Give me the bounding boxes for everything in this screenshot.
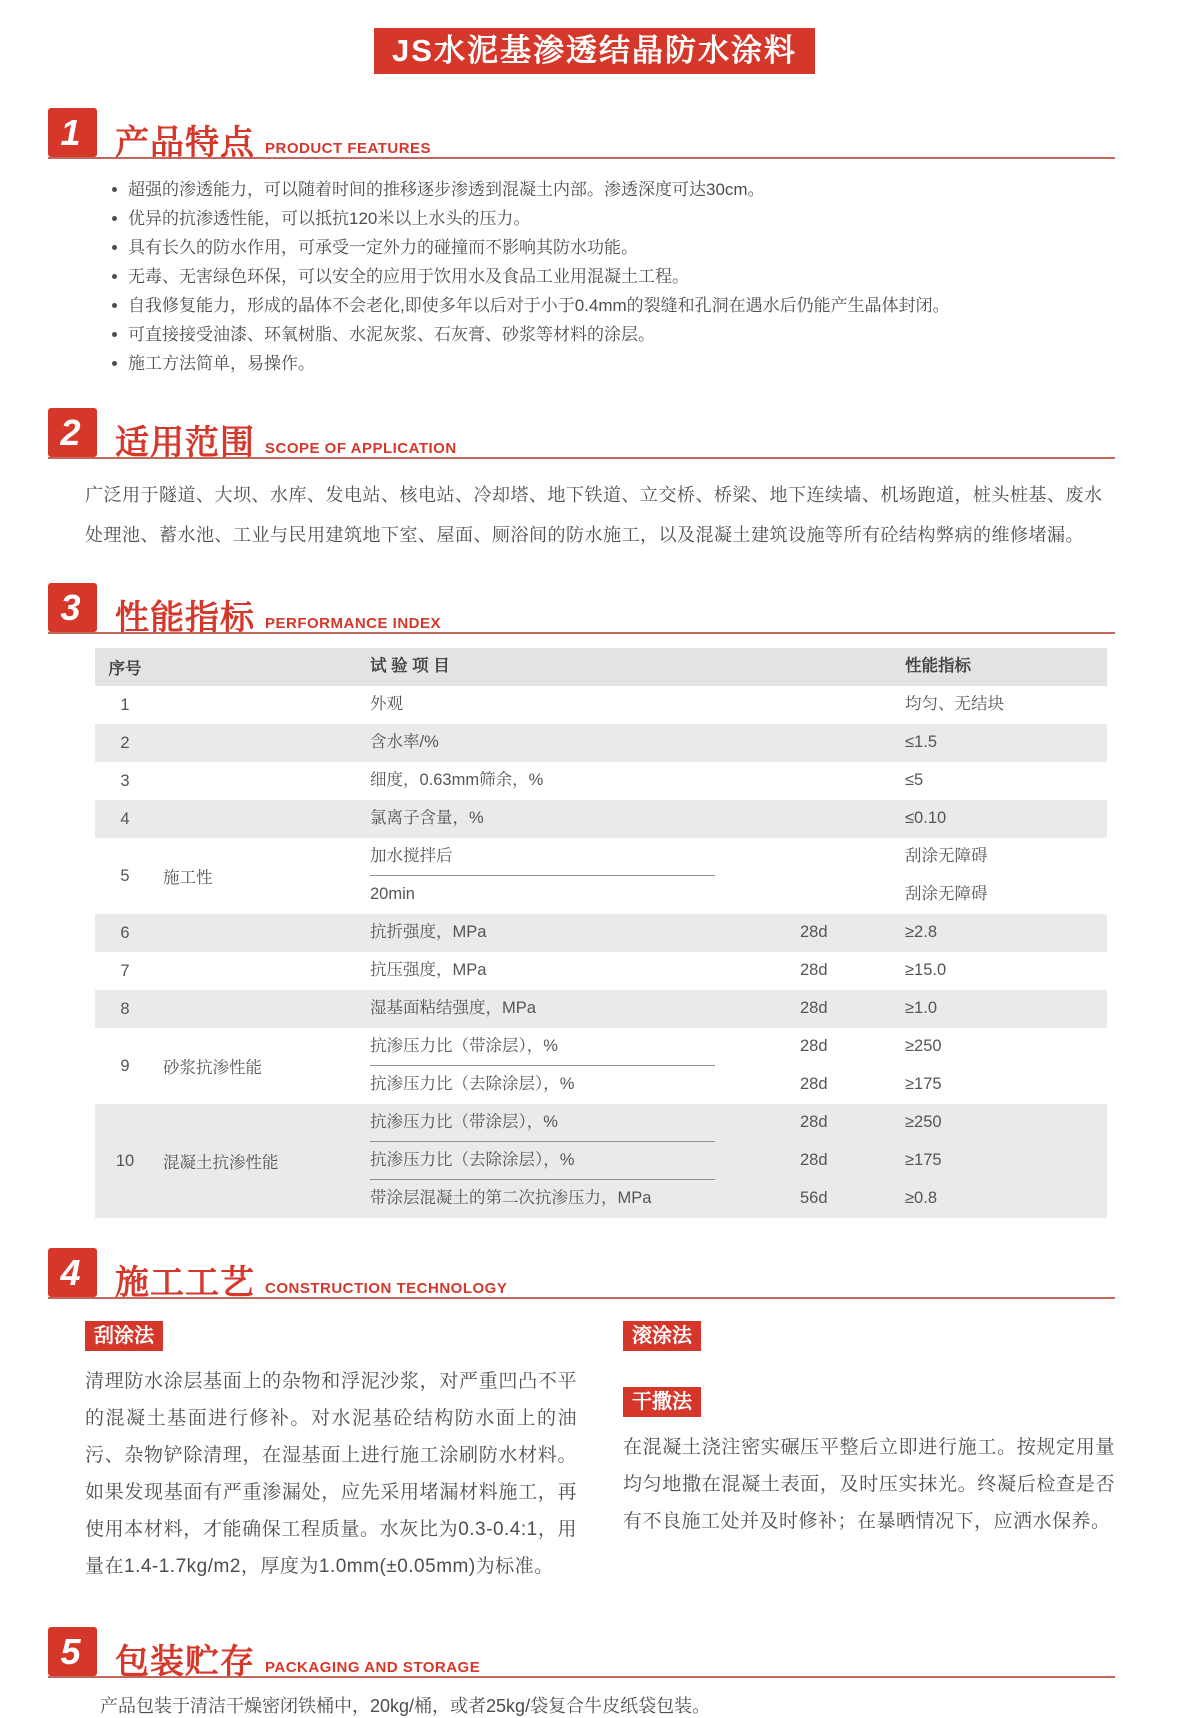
table-subrow (370, 838, 1107, 876)
section-title-en: PERFORMANCE INDEX (265, 615, 442, 633)
row-subrows (370, 838, 1107, 914)
table-subrow (370, 952, 1107, 990)
section-number: 4 (48, 1248, 97, 1297)
table-subrow (370, 724, 1107, 762)
table-subrow (370, 914, 1107, 952)
cell-age: 28d (800, 1113, 828, 1132)
table-subrow (370, 1066, 1107, 1104)
cell-test-item: 抗渗压力比（带涂层），% (370, 1037, 558, 1056)
cell-test-item: 加水搅拌后 (370, 847, 453, 866)
table-subrow (370, 800, 1107, 838)
cell-test-item: 带涂层混凝土的第二次抗渗压力，MPa (370, 1189, 652, 1208)
feature-item: 自我修复能力，形成的晶体不会老化,即使多年以后对于小于0.4mm的裂缝和孔洞在遇水后仍能产生晶体封闭。 (112, 291, 1189, 320)
cell-test-item: 20min (370, 885, 415, 904)
table-header-row (95, 648, 1107, 686)
cell-test-item: 抗渗压力比（去除涂层），% (370, 1075, 575, 1094)
row-subrows (370, 914, 1107, 952)
cell-test-item: 氯离子含量，% (370, 809, 484, 828)
construction-columns (85, 1321, 1115, 1585)
row-no: 7 (120, 961, 130, 980)
cell-test-item: 外观 (370, 695, 403, 714)
section-title-zh: 产品特点 (115, 124, 255, 163)
cell-index: ≥175 (905, 1075, 942, 1094)
cell-test-item: 抗折强度，MPa (370, 923, 487, 942)
row-subrows (370, 990, 1107, 1028)
table-row (95, 724, 1107, 762)
scope-paragraph: 广泛用于隧道、大坝、水库、发电站、核电站、冷却塔、地下铁道、立交桥、桥梁、地下连续墙、机场跑道，桩头桩基、废水处理池、蓄水池、工业与民用建筑地下室、屋面、厕浴间的防水施工，以及混凝土建筑设施等所有砼结构弊病的维修堵漏。 (85, 485, 1103, 546)
feature-item: 具有长久的防水作用，可承受一定外力的碰撞而不影响其防水功能。 (112, 233, 1189, 262)
section-performance (48, 583, 1115, 638)
section-header-features (48, 108, 1115, 163)
row-subrows (370, 1104, 1107, 1218)
table-row (95, 1104, 1107, 1218)
cell-index: 均匀、无结块 (905, 695, 1004, 714)
section-scope (48, 408, 1115, 463)
method-badge-roll: 滚涂法 (623, 1321, 701, 1351)
row-subrows (370, 762, 1107, 800)
construction-left-column (85, 1321, 577, 1585)
row-no: 10 (115, 1151, 135, 1170)
section-header-construction (48, 1248, 1115, 1303)
cell-index: ≥250 (905, 1113, 942, 1132)
table-row (95, 686, 1107, 724)
cell-index: ≤5 (905, 771, 924, 790)
section-number: 5 (48, 1627, 97, 1676)
method-badge-scrape: 刮涂法 (85, 1321, 163, 1351)
table-row (95, 990, 1107, 1028)
product-title-banner: JS水泥基渗透结晶防水涂料 (374, 28, 815, 74)
method-badge-dry-sprinkle: 干撒法 (623, 1387, 701, 1417)
row-subrows (370, 1028, 1107, 1104)
table-row (95, 1028, 1107, 1104)
row-subrows (370, 952, 1107, 990)
row-no: 1 (120, 695, 130, 714)
feature-item: 优异的抗渗透性能，可以抵抗120米以上水头的压力。 (112, 204, 1189, 233)
cell-index: ≥15.0 (905, 961, 947, 980)
table-row (95, 952, 1107, 990)
row-no: 5 (120, 866, 130, 885)
section-number: 3 (48, 583, 97, 632)
header-item: 试 验 项 目 (370, 657, 450, 676)
cell-index: ≤1.5 (905, 733, 937, 752)
method-text-dry-sprinkle: 在混凝土浇注密实碾压平整后立即进行施工。按规定用量均匀地撒在混凝土表面，及时压实抹光。终凝后检查是否有不良施工处并及时修补；在暴晒情况下，应洒水保养。 (623, 1437, 1115, 1533)
cell-age: 28d (800, 1037, 828, 1056)
cell-test-item: 抗渗压力比（带涂层），% (370, 1113, 558, 1132)
table-row (95, 762, 1107, 800)
table-row (95, 800, 1107, 838)
section-number: 1 (48, 108, 97, 157)
section-title-zh: 包装贮存 (115, 1643, 255, 1682)
table-subrow (370, 1180, 1107, 1218)
method-text-scrape: 清理防水涂层基面上的杂物和浮泥沙浆，对严重凹凸不平的混凝土基面进行修补。对水泥基砼结构防水面上的油污、杂物铲除清理，在湿基面上进行施工涂刷防水材料。如果发现基面有严重渗漏处，应先采用堵漏材料施工，再使用本材料，才能确保工程质量。水灰比为0.3-0.4:1，用量在1.4-1.7kg/m2，厚度为1.0mm(±0.05mm)为标准。 (85, 1371, 577, 1578)
section-header-performance (48, 583, 1115, 638)
section-title-en: PRODUCT FEATURES (265, 140, 432, 158)
table-subrow (370, 1142, 1107, 1180)
table-row (95, 914, 1107, 952)
section-title-en: CONSTRUCTION TECHNOLOGY (265, 1280, 508, 1298)
cell-index: ≥175 (905, 1151, 942, 1170)
spacer (623, 1351, 1115, 1387)
cell-index: ≥1.0 (905, 999, 937, 1018)
section-header-scope (48, 408, 1115, 463)
row-no: 9 (120, 1056, 130, 1075)
header-subrows (370, 648, 1107, 686)
table-subrow (370, 1104, 1107, 1142)
header-subrow (370, 648, 1107, 686)
table-subrow (370, 686, 1107, 724)
feature-item: 无毒、无害绿色环保，可以安全的应用于饮用水及食品工业用混凝土工程。 (112, 262, 1189, 291)
section-title-en: PACKAGING AND STORAGE (265, 1659, 481, 1677)
banner-row (0, 0, 1189, 74)
cell-index: ≥250 (905, 1037, 942, 1056)
row-no: 8 (120, 999, 130, 1018)
row-no: 6 (120, 923, 130, 942)
cell-index: ≤0.10 (905, 809, 947, 828)
cell-test-item: 抗渗压力比（去除涂层），% (370, 1151, 575, 1170)
feature-list (112, 175, 1189, 378)
header-no: 序号 (108, 660, 142, 679)
cell-test-item: 抗压强度，MPa (370, 961, 487, 980)
cell-age: 56d (800, 1189, 828, 1208)
header-index: 性能指标 (905, 657, 971, 676)
row-category: 混凝土抗渗性能 (163, 1154, 279, 1173)
table-row (95, 838, 1107, 914)
cell-test-item: 细度，0.63mm筛余，% (370, 771, 544, 790)
table-subrow (370, 762, 1107, 800)
packaging-paragraph: 产品包装于清洁干燥密闭铁桶中，20kg/桶，或者25kg/袋复合牛皮纸袋包装。 (100, 1696, 711, 1717)
row-category: 砂浆抗渗性能 (163, 1059, 262, 1078)
construction-right-column (623, 1321, 1115, 1585)
cell-index: 刮涂无障碍 (905, 885, 988, 904)
section-features (48, 108, 1115, 163)
cell-index: ≥0.8 (905, 1189, 937, 1208)
cell-index: ≥2.8 (905, 923, 937, 942)
feature-item: 可直接接受油漆、环氧树脂、水泥灰浆、石灰膏、砂浆等材料的涂层。 (112, 320, 1189, 349)
row-no: 2 (120, 733, 130, 752)
cell-test-item: 含水率/% (370, 733, 439, 752)
section-title-zh: 适用范围 (115, 424, 255, 463)
row-subrows (370, 724, 1107, 762)
table-subrow (370, 1028, 1107, 1066)
cell-age: 28d (800, 1151, 828, 1170)
row-category: 施工性 (163, 869, 213, 888)
cell-index: 刮涂无障碍 (905, 847, 988, 866)
cell-test-item: 湿基面粘结强度，MPa (370, 999, 536, 1018)
cell-age: 28d (800, 961, 828, 980)
section-title-zh: 施工工艺 (115, 1264, 255, 1303)
cell-age: 28d (800, 1075, 828, 1094)
table-subrow (370, 990, 1107, 1028)
row-subrows (370, 686, 1107, 724)
section-number: 2 (48, 408, 97, 457)
section-construction (48, 1248, 1115, 1303)
row-no: 4 (120, 809, 130, 828)
cell-age: 28d (800, 999, 828, 1018)
feature-item: 超强的渗透能力，可以随着时间的推移逐步渗透到混凝土内部。渗透深度可达30cm。 (112, 175, 1189, 204)
row-no: 3 (120, 771, 130, 790)
cell-age: 28d (800, 923, 828, 942)
performance-table (95, 648, 1107, 1218)
table-subrow (370, 876, 1107, 914)
section-packaging (48, 1627, 1115, 1682)
row-subrows (370, 800, 1107, 838)
feature-item: 施工方法简单，易操作。 (112, 349, 1189, 378)
section-title-zh: 性能指标 (115, 599, 255, 638)
section-title-en: SCOPE OF APPLICATION (265, 440, 457, 458)
section-header-packaging (48, 1627, 1115, 1682)
